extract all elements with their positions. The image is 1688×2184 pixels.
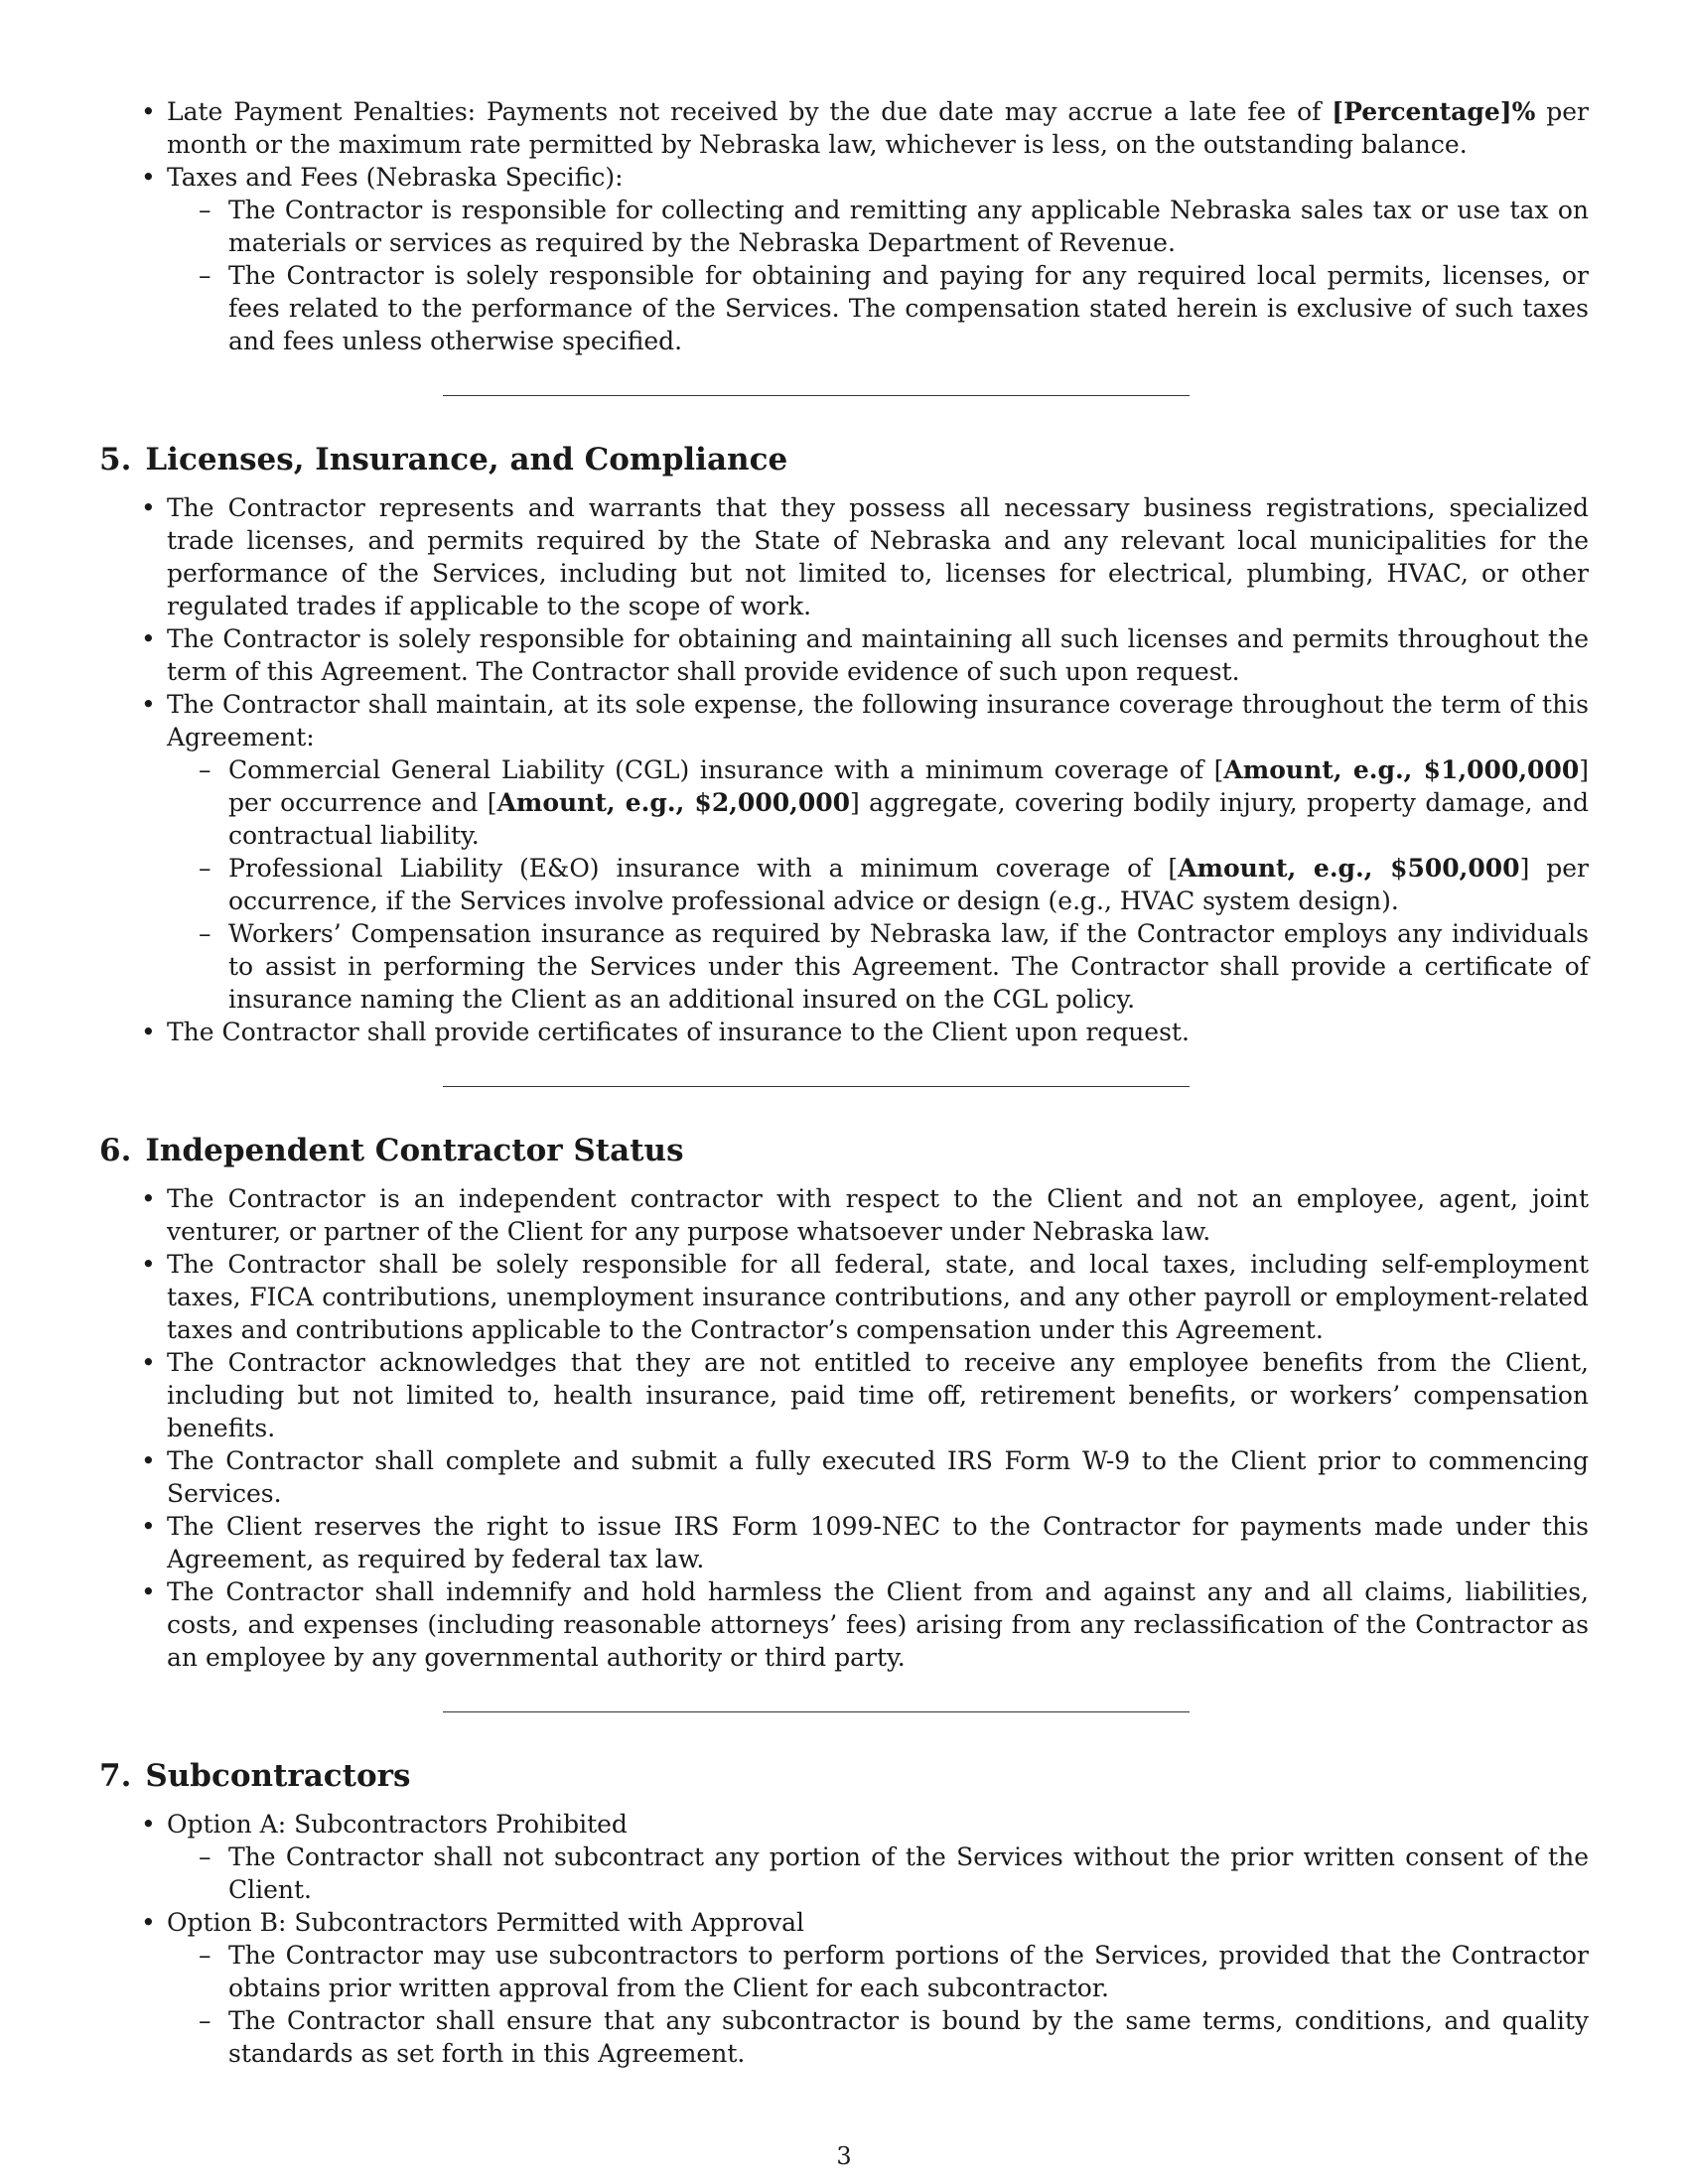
bullet-icon: • <box>141 1184 156 1213</box>
list-item: • Option B: Subcontractors Permitted with Approval – The Contractor may use subcontractors to perform portions of the Services, provided that the Contractor obtains prior written approval from the Client for each subcontractor. – The Contractor shall ensure that any subcontractor is bound by the same terms, conditions, and quality standards as set forth in this Agreement. <box>141 1908 1589 2068</box>
section-divider <box>443 1711 1190 1712</box>
placeholder-percentage: [Percentage]% <box>1332 97 1536 126</box>
placeholder-amount: Amount, e.g., $2,000,000 <box>496 788 851 817</box>
section-divider <box>443 395 1190 396</box>
document-page <box>99 95 1589 2070</box>
sublist-item: – The Contractor may use subcontractors to perform portions of the Services, provided that the Contractor obtains prior written approval from the Client for each subcontractor. <box>199 1941 1589 2002</box>
bullet-icon: • <box>141 493 156 522</box>
bullet-icon: • <box>141 1512 156 1541</box>
bullet-icon: • <box>141 1908 156 1937</box>
taxes-sublist <box>167 194 1589 357</box>
bullet-icon: • <box>141 624 156 653</box>
list-item: • The Contractor is solely responsible for obtaining and maintaining all such licenses and permits throughout the term of this Agreement. The Contractor shall provide evidence of such upon request. <box>141 624 1589 686</box>
list-item: • The Contractor shall be solely responsible for all federal, state, and local taxes, including self-employment taxes, FICA contributions, unemployment insurance contributions, and any other payroll or employment-related taxes and contributions applicable to the Contractor’s compensation under this Agreement. <box>141 1250 1589 1344</box>
section-heading-5: 5. Licenses, Insurance, and Compliance <box>99 442 788 478</box>
bullet-icon: • <box>141 97 156 126</box>
dash-icon: – <box>199 1941 211 1970</box>
dash-icon: – <box>199 261 211 290</box>
list-item: • Late Payment Penalties: Payments not received by the due date may accrue a late fee of [Percentage]% per month or the maximum rate permitted by Nebraska law, whichever is less, on the outstanding balance. <box>141 97 1589 159</box>
dash-icon: – <box>199 1843 211 1871</box>
section7-list <box>99 1808 1589 2070</box>
sublist-item: – The Contractor shall not subcontract any portion of the Services without the prior written consent of the Client. <box>199 1843 1589 1904</box>
dash-icon: – <box>199 755 211 784</box>
list-item: • Taxes and Fees (Nebraska Specific): – The Contractor is responsible for collecting and remitting any applicable Nebraska sales tax or use tax on materials or services as required by the Nebraska Department of Revenue. – The Contractor is solely responsible for obtaining and paying for any required local permits, licenses, or fees related to the performance of the Services. The compensation stated herein is exclusive of such taxes and fees unless otherwise specified. <box>141 163 1589 355</box>
section6-list <box>99 1182 1589 1674</box>
placeholder-amount: Amount, e.g., $500,000 <box>1178 854 1520 883</box>
bullet-icon: • <box>141 1348 156 1377</box>
option-b-sublist <box>167 1939 1589 2070</box>
option-a-sublist <box>167 1841 1589 1906</box>
bullet-icon: • <box>141 1446 156 1475</box>
bullet-icon: • <box>141 1577 156 1606</box>
sublist-item: – The Contractor is responsible for collecting and remitting any applicable Nebraska sales tax or use tax on materials or services as required by the Nebraska Department of Revenue. <box>199 196 1589 257</box>
placeholder-amount: Amount, e.g., $1,000,000 <box>1223 755 1580 784</box>
list-item: • The Contractor acknowledges that they are not entitled to receive any employee benefits from the Client, including but not limited to, health insurance, paid time off, retirement benefits, or workers’ compensation benefits. <box>141 1348 1589 1442</box>
list-item: • Option A: Subcontractors Prohibited – The Contractor shall not subcontract any portion of the Services without the prior written consent of the Client. <box>141 1810 1589 1904</box>
list-item: • The Client reserves the right to issue IRS Form 1099-NEC to the Contractor for payments made under this Agreement, as required by federal tax law. <box>141 1512 1589 1573</box>
bullet-icon: • <box>141 690 156 719</box>
dash-icon: – <box>199 2006 211 2035</box>
section-heading-6: 6. Independent Contractor Status <box>99 1133 684 1168</box>
bullet-icon: • <box>141 1018 156 1046</box>
sublist-item: – The Contractor is solely responsible for obtaining and paying for any required local permits, licenses, or fees related to the performance of the Services. The compensation stated herein is exclusive of such taxes and fees unless otherwise specified. <box>199 261 1589 355</box>
dash-icon: – <box>199 854 211 883</box>
section-divider <box>443 1086 1190 1087</box>
bullet-icon: • <box>141 1810 156 1839</box>
list-item: • The Contractor shall maintain, at its sole expense, the following insurance coverage throughout the term of this Agreement: – Commercial General Liability (CGL) insurance with a minimum coverage of [Amount, e.g., $1,000,000] per occurrence and [Amount, e.g., $2,000,000] aggregate, covering bodily injury, property damage, and contractual liability. – Professional Liability (E&O) insurance with a minimum coverage of [Amount, e.g., $500,000] per occurrence, if the Services involve professional advice or design (e.g., HVAC system design). – Workers’ Compensation insurance as required by Nebraska law, if the Contractor employs any individuals to assist in performing the Services under this Agreement. The Contractor shall provide a certificate of insurance naming the Client as an additional insured on the CGL policy. <box>141 690 1590 1014</box>
bullet-icon: • <box>141 1250 156 1279</box>
section4-list <box>99 95 1589 357</box>
list-item: • The Contractor represents and warrants that they possess all necessary business registrations, specialized trade licenses, and permits required by the State of Nebraska and any relevant local municipalities for the performance of the Services, including but not limited to, licenses for electrical, plumbing, HVAC, or other regulated trades if applicable to the scope of work. <box>141 493 1589 620</box>
list-item: • The Contractor shall provide certificates of insurance to the Client upon request. <box>141 1018 1190 1046</box>
section-heading-7: 7. Subcontractors <box>99 1758 411 1794</box>
sublist-item: – The Contractor shall ensure that any subcontractor is bound by the same terms, conditions, and quality standards as set forth in this Agreement. <box>199 2006 1589 2068</box>
list-item: • The Contractor is an independent contractor with respect to the Client and not an employee, agent, joint venturer, or partner of the Client for any purpose whatsoever under Nebraska law. <box>141 1184 1589 1246</box>
bullet-icon: • <box>141 163 156 192</box>
list-item: • The Contractor shall indemnify and hold harmless the Client from and against any and all claims, liabilities, costs, and expenses (including reasonable attorneys’ fees) arising from any reclassification of the Contractor as an employee by any governmental authority or third party. <box>141 1577 1589 1672</box>
list-item: • The Contractor shall complete and submit a fully executed IRS Form W-9 to the Client prior to commencing Services. <box>141 1446 1589 1508</box>
sublist-item: – Commercial General Liability (CGL) insurance with a minimum coverage of [Amount, e.g., $1,000,000] per occurrence and [Amount, e.g., $2,000,000] aggregate, covering bodily injury, property damage, and contractual liability. <box>199 755 1590 850</box>
dash-icon: – <box>199 919 211 948</box>
section5-list <box>99 491 1589 1048</box>
insurance-sublist <box>167 753 1589 1016</box>
dash-icon: – <box>199 196 211 224</box>
page-number: 3 <box>836 2142 852 2170</box>
sublist-item: – Workers’ Compensation insurance as required by Nebraska law, if the Contractor employs any individuals to assist in performing the Services under this Agreement. The Contractor shall provide a certificate of insurance naming the Client as an additional insured on the CGL policy. <box>199 919 1589 1014</box>
sublist-item: – Professional Liability (E&O) insurance with a minimum coverage of [Amount, e.g., $500,000] per occurrence, if the Services involve professional advice or design (e.g., HVAC system design). <box>199 854 1589 915</box>
